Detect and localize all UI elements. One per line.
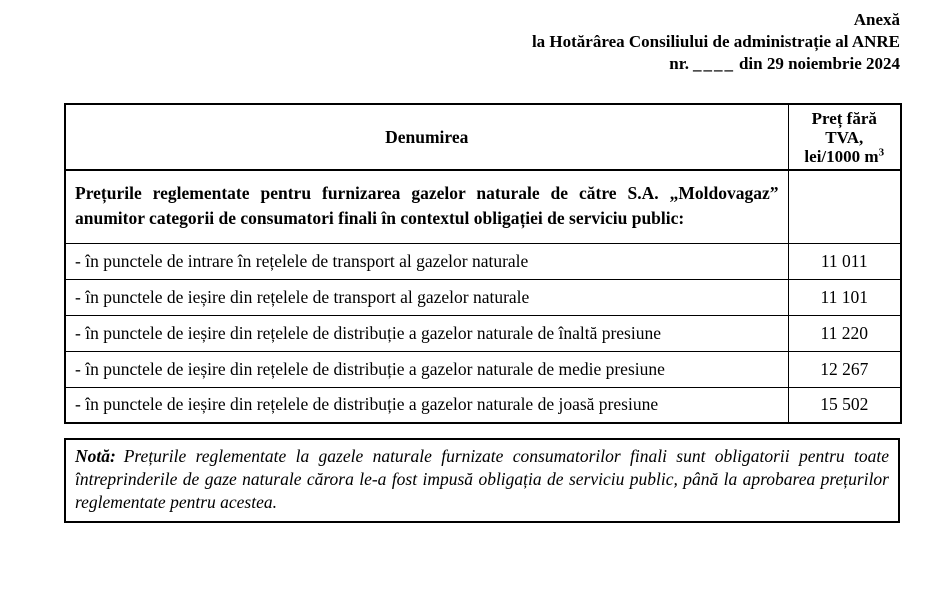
- section-price: [788, 170, 901, 243]
- note-box: [64, 438, 900, 523]
- row-price: 11 220: [788, 315, 901, 351]
- table-row: [65, 279, 901, 315]
- table-row-section: [65, 170, 901, 243]
- price-header-line2: TVA,: [825, 127, 864, 147]
- annex-date: din 29 noiembrie 2024: [738, 54, 900, 73]
- row-label: - în punctele de ieșire din rețelele de distribuție a gazelor naturale de înaltă presiune: [65, 315, 788, 351]
- column-header-denumirea: Denumirea: [65, 104, 788, 170]
- price-table: [64, 103, 902, 424]
- table-row: [65, 387, 901, 423]
- row-price: 11 011: [788, 243, 901, 279]
- row-price: 11 101: [788, 279, 901, 315]
- row-price: 15 502: [788, 387, 901, 423]
- table-row: [65, 243, 901, 279]
- annex-number-blank: ____: [692, 54, 735, 73]
- annex-number-line: [532, 53, 900, 75]
- row-label: - în punctele de intrare în rețelele de transport al gazelor naturale: [65, 243, 788, 279]
- note-label: Notă:: [75, 446, 116, 466]
- annex-number-prefix: nr.: [669, 54, 689, 73]
- price-header-line1: Preț fără: [811, 108, 877, 128]
- note-text: Prețurile reglementate la gazele naturale furnizate consumatorilor finali sunt obligatorii pentru toate întreprinderile de gaze naturale cărora le-a fost impusă obligația de serviciu public, până la aprobarea prețurilor reglementate pentru acestea.: [75, 446, 889, 512]
- row-label: - în punctele de ieșire din rețelele de distribuție a gazelor naturale de joasă presiune: [65, 387, 788, 423]
- annex-title: Anexă: [853, 10, 900, 29]
- section-label: Prețurile reglementate pentru furnizarea gazelor naturale de către S.A. „Moldovagaz” anumitor categorii de consumatori finali în contextul obligației de serviciu public:: [65, 170, 788, 243]
- annex-header: [532, 9, 900, 75]
- table-row: [65, 351, 901, 387]
- price-header-superscript: 3: [878, 145, 885, 158]
- table-header-row: [65, 104, 901, 170]
- column-header-price: [788, 104, 901, 170]
- price-header-line3: lei/1000 m: [804, 146, 879, 166]
- row-label: - în punctele de ieșire din rețelele de transport al gazelor naturale: [65, 279, 788, 315]
- row-label: - în punctele de ieșire din rețelele de distribuție a gazelor naturale de medie presiune: [65, 351, 788, 387]
- annex-subtitle: la Hotărârea Consiliului de administrație al ANRE: [531, 32, 900, 51]
- table-row: [65, 315, 901, 351]
- row-price: 12 267: [788, 351, 901, 387]
